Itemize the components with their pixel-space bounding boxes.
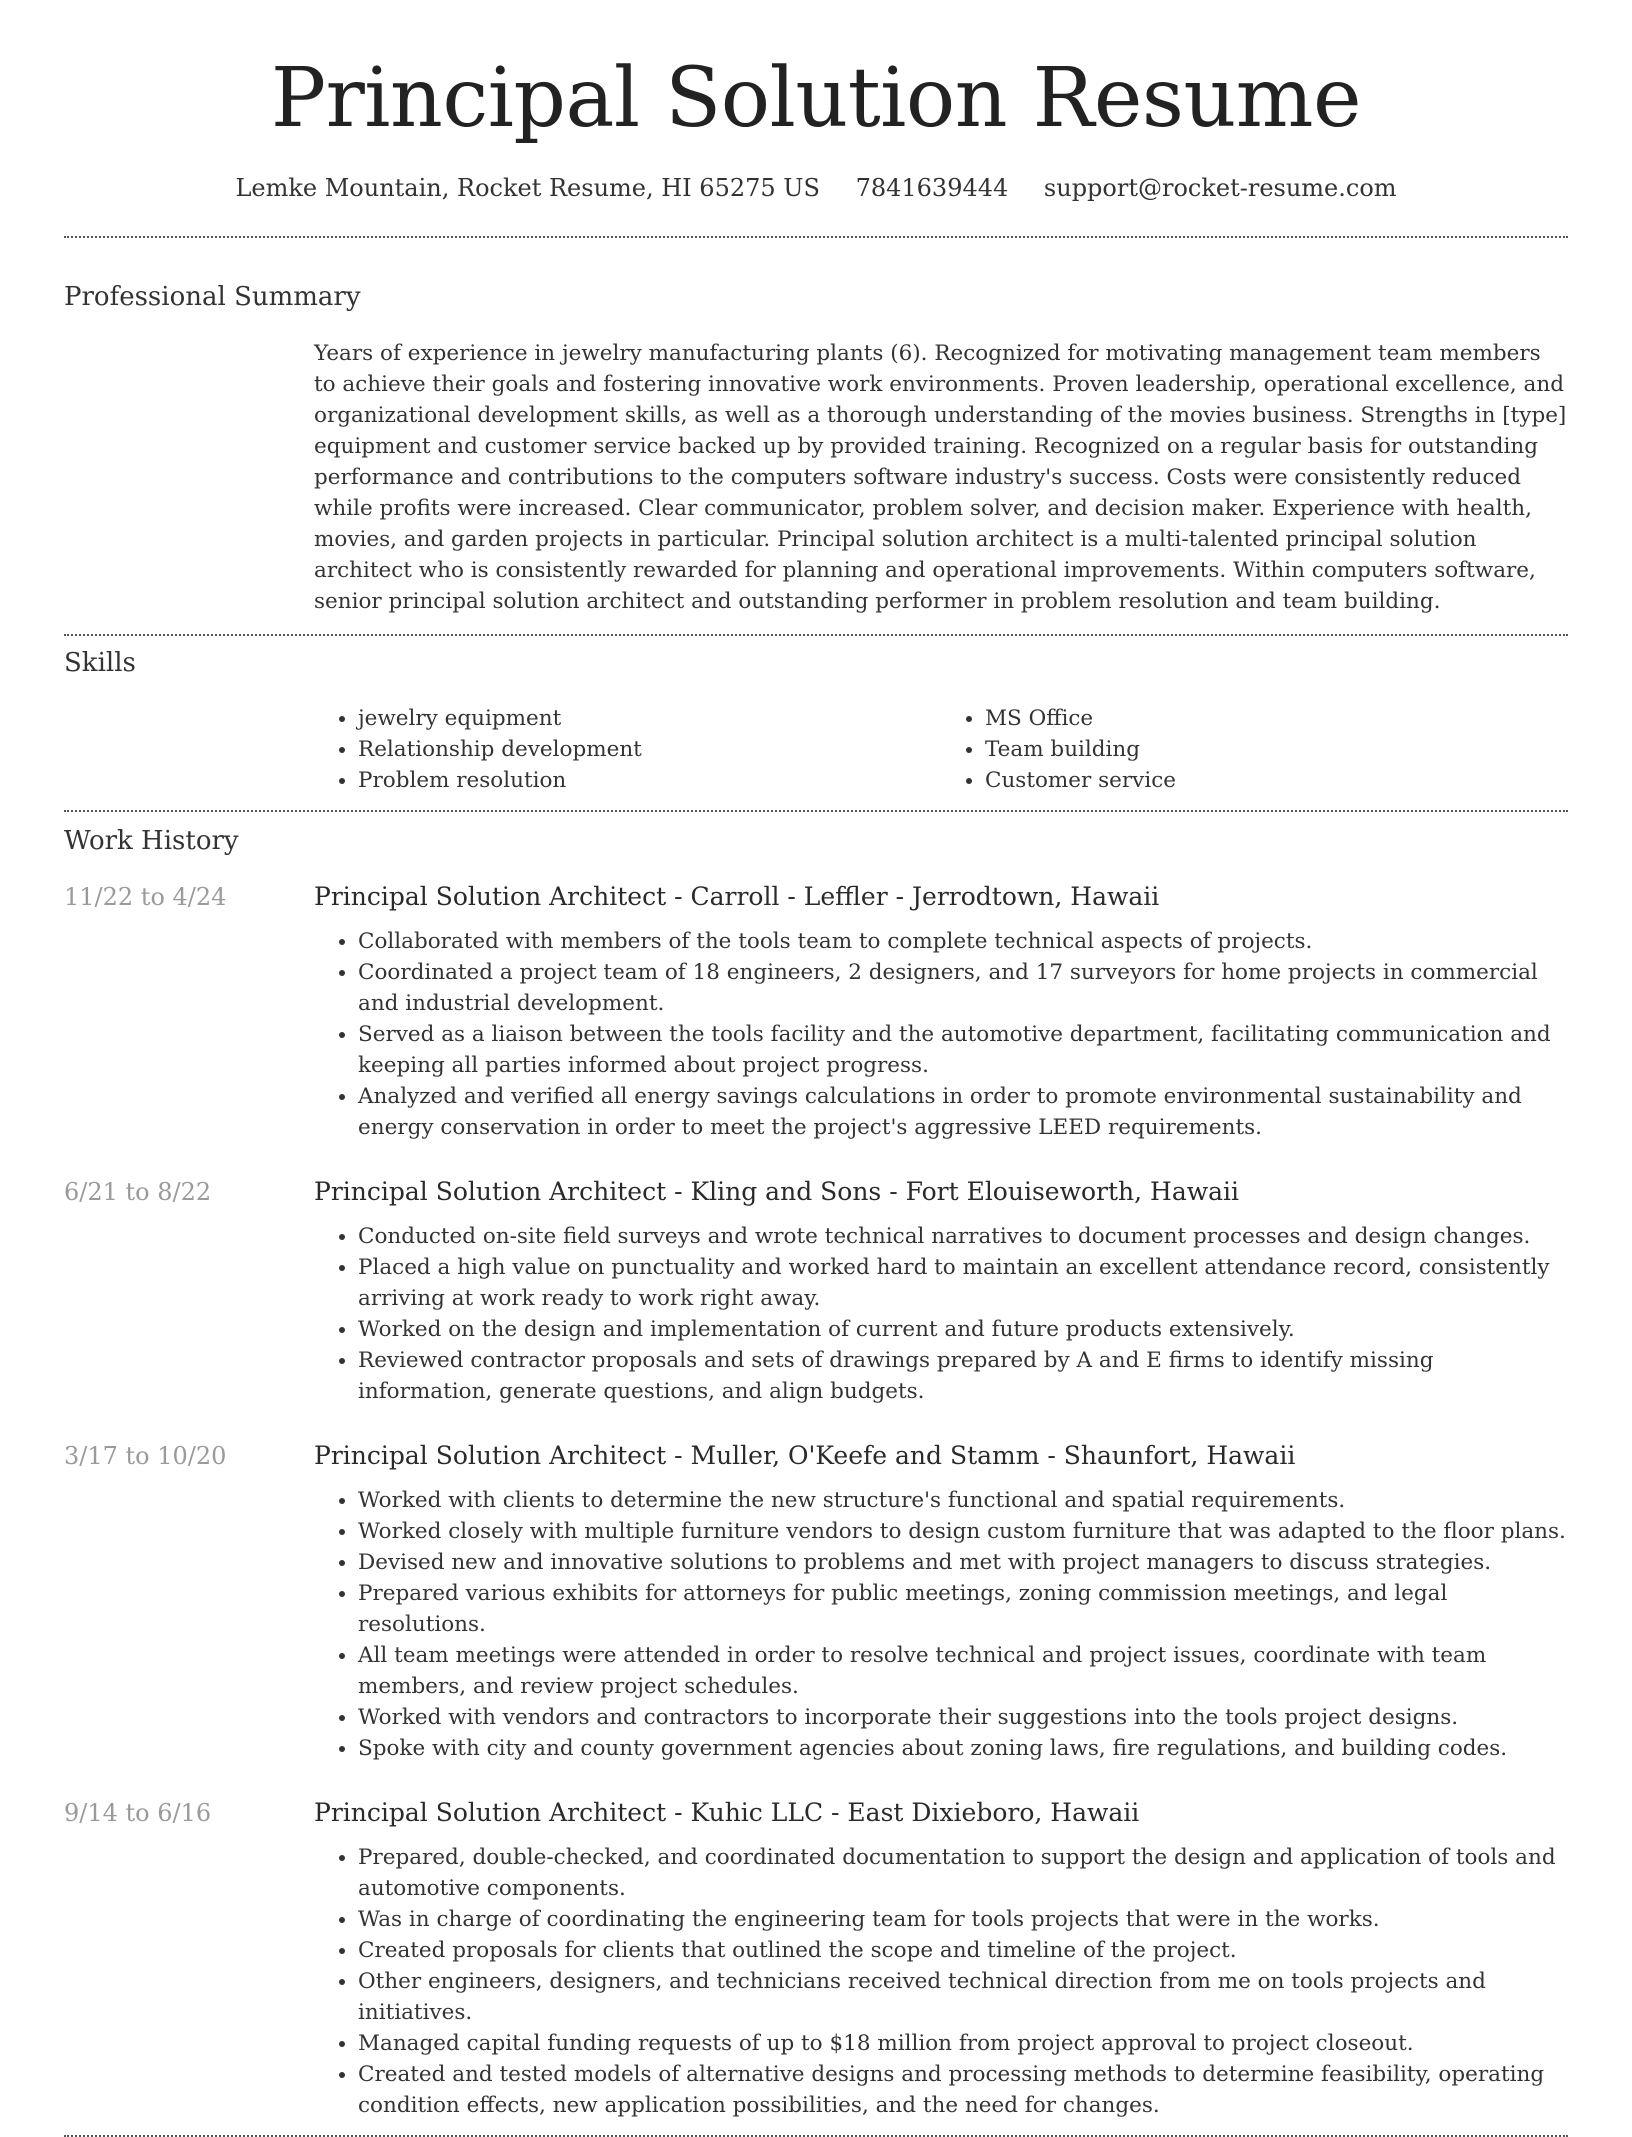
summary-text: Years of experience in jewelry manufacturing plants (6). Recognized for motivating management team members to achieve their goals and fostering innovative work environments. Proven leadership, operational excellence, and organizational development skills, as well as a thorough understanding of the movies business. Strengths in [type] equipment and customer service backed up by provided training. Recognized on a regular basis for outstanding performance and contributions to the computers software industry's success. Costs were consistently reduced while profits were increased. Clear communicator, problem solver, and decision maker. Experience with health, movies, and garden projects in particular. Principal solution architect is a multi-talented principal solution architect who is consistently rewarded for planning and operational improvements. Within computers software, senior principal solution architect and outstanding performer in problem resolution and team building. xyxy=(314,341,1567,614)
job-bullet: • Worked on the design and implementation of current and future products extensively. xyxy=(358,1314,1568,1345)
job-bullet: • Created proposals for clients that outlined the scope and timeline of the project. xyxy=(358,1935,1568,1966)
job-bullets xyxy=(314,1842,1568,2121)
job-heading: Principal Solution Architect - Kuhic LLC - East Dixieboro, Hawaii xyxy=(314,1798,1140,1827)
job-bullet: • All team meetings were attended in order to resolve technical and project issues, coordinate with team members, and review project schedules. xyxy=(358,1640,1568,1702)
job-bullet: • Was in charge of coordinating the engineering team for tools projects that were in the works. xyxy=(358,1904,1568,1935)
job-bullet: • Collaborated with members of the tools team to complete technical aspects of projects. xyxy=(358,926,1568,957)
job-dates: 6/21 to 8/22 xyxy=(64,1178,212,1206)
contact-address: Lemke Mountain, Rocket Resume, HI 65275 US xyxy=(235,174,820,202)
divider xyxy=(64,236,1568,238)
job-bullets xyxy=(314,926,1568,1143)
skills-title: Skills xyxy=(64,648,136,678)
job-entry xyxy=(0,1175,1632,1407)
job-bullet: • Worked with clients to determine the new structure's functional and spatial requirements. xyxy=(358,1485,1568,1516)
job-entry xyxy=(0,1796,1632,2121)
skill-item: • Team building xyxy=(985,734,1568,765)
job-dates: 3/17 to 10/20 xyxy=(64,1442,227,1470)
job-bullet: • Reviewed contractor proposals and sets of drawings prepared by A and E firms to identify missing information, generate questions, and align budgets. xyxy=(358,1345,1568,1407)
divider xyxy=(64,634,1568,636)
skills-list-right xyxy=(941,703,1568,796)
work-history-title: Work History xyxy=(64,826,239,856)
job-heading: Principal Solution Architect - Kling and Sons - Fort Elouiseworth, Hawaii xyxy=(314,1177,1240,1206)
job-bullet: • Worked with vendors and contractors to incorporate their suggestions into the tools project designs. xyxy=(358,1702,1568,1733)
skills-section xyxy=(314,703,1568,796)
contact-phone: 7841639444 xyxy=(855,174,1009,202)
summary-title: Professional Summary xyxy=(64,282,361,312)
job-bullet: • Other engineers, designers, and technicians received technical direction from me on tools projects and initiatives. xyxy=(358,1966,1568,2028)
skill-item: • Problem resolution xyxy=(358,765,941,796)
job-entry xyxy=(0,880,1632,1143)
skill-item: • Relationship development xyxy=(358,734,941,765)
contact-line xyxy=(0,174,1632,202)
job-dates: 9/14 to 6/16 xyxy=(64,1799,212,1827)
summary-section xyxy=(314,338,1568,617)
contact-email: support@rocket-resume.com xyxy=(1043,174,1397,202)
skill-item: • MS Office xyxy=(985,703,1568,734)
job-bullet: • Served as a liaison between the tools facility and the automotive department, facilitating communication and keeping all parties informed about project progress. xyxy=(358,1019,1568,1081)
job-bullet: • Created and tested models of alternative designs and processing methods to determine feasibility, operating condition effects, new application possibilities, and the need for changes. xyxy=(358,2059,1568,2121)
skill-item: • jewelry equipment xyxy=(358,703,941,734)
job-bullets xyxy=(314,1485,1568,1764)
job-bullet: • Spoke with city and county government agencies about zoning laws, fire regulations, and building codes. xyxy=(358,1733,1568,1764)
job-entry xyxy=(0,1439,1632,1764)
resume-name: Principal Solution Resume xyxy=(270,51,1362,146)
job-bullet: • Managed capital funding requests of up to $18 million from project approval to project closeout. xyxy=(358,2028,1568,2059)
job-bullets xyxy=(314,1221,1568,1407)
job-bullet: • Coordinated a project team of 18 engineers, 2 designers, and 17 surveyors for home projects in commercial and industrial development. xyxy=(358,957,1568,1019)
job-bullet: • Prepared various exhibits for attorneys for public meetings, zoning commission meetings, and legal resolutions. xyxy=(358,1578,1568,1640)
job-bullet: • Placed a high value on punctuality and worked hard to maintain an excellent attendance record, consistently arriving at work ready to work right away. xyxy=(358,1252,1568,1314)
divider xyxy=(64,810,1568,812)
job-heading: Principal Solution Architect - Carroll - Leffler - Jerrodtown, Hawaii xyxy=(314,882,1160,911)
skill-item: • Customer service xyxy=(985,765,1568,796)
job-bullet: • Devised new and innovative solutions to problems and met with project managers to discuss strategies. xyxy=(358,1547,1568,1578)
job-bullet: • Conducted on-site field surveys and wrote technical narratives to document processes and design changes. xyxy=(358,1221,1568,1252)
job-heading: Principal Solution Architect - Muller, O'Keefe and Stamm - Shaunfort, Hawaii xyxy=(314,1441,1296,1470)
job-dates: 11/22 to 4/24 xyxy=(64,883,227,911)
skills-list-left xyxy=(314,703,941,796)
job-bullet: • Prepared, double-checked, and coordinated documentation to support the design and application of tools and automotive components. xyxy=(358,1842,1568,1904)
job-bullet: • Worked closely with multiple furniture vendors to design custom furniture that was adapted to the floor plans. xyxy=(358,1516,1568,1547)
job-bullet: • Analyzed and verified all energy savings calculations in order to promote environmental sustainability and energy conservation in order to meet the project's aggressive LEED requirements. xyxy=(358,1081,1568,1143)
